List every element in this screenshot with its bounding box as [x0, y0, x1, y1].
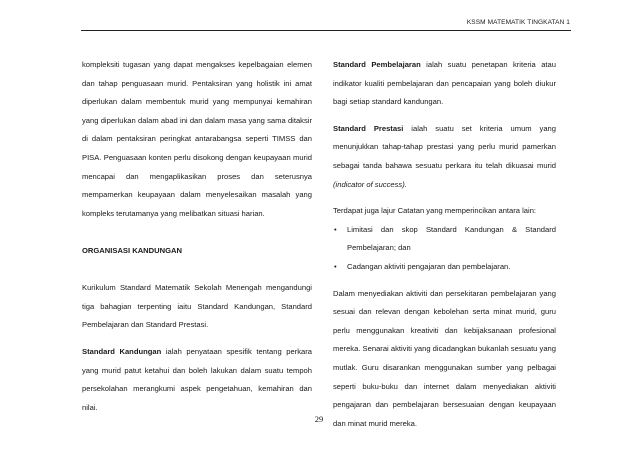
right-paragraph-4: Dalam menyediakan aktiviti dan persekitaran pembelajaran yang sesuai dan relevan dengan kebolehan serta minat murid, guru perlu menggunakan kreativiti dan kebijaksanaan profesional mereka. Senarai aktiviti yang dicadangkan bukanlah sesuatu yang mutlak. Guru disarankan menggunakan sumber yang pelbagai seperti buku-buku dan internet dalam menyediakan aktiviti pengajaran dan pembelajaran bersesuaian dengan keupayaan dan minat murid mereka. — [333, 288, 556, 428]
notes-bullet-list — [333, 221, 556, 277]
section-heading: ORGANISASI KANDUNGAN — [82, 245, 182, 255]
right-paragraph-2-text: ialah suatu set kriteria umum yang menunjukkan tahap-tahap prestasi yang perlu murid pamerkan sebagai tanda bahawa sesuatu perkara itu telah dikuasai murid — [333, 123, 556, 170]
bullet-item: • Limitasi dan skop Standard Kandungan & Standard Pembelajaran; dan — [333, 221, 556, 258]
bullet-item: • Cadangan aktiviti pengajaran dan pembelajaran. — [333, 258, 556, 277]
term-standard-pembelajaran: Standard Pembelajaran — [333, 60, 421, 69]
term-standard-kandungan: Standard Kandungan — [82, 346, 162, 356]
left-paragraph-1: kompleksiti tugasan yang dapat mengakses kepelbagaian elemen dan tahap penguasaan murid. Pentaksiran yang holistik ini amat diperlukan dalam membentuk murid yang mempunyai kemahiran yang diperlukan dalam abad ini dan dalam masa yang sama ditaksir di dalam pentaksiran peringkat antarabangsa seperti TIMSS dan PISA. Penguasaan konten perlu disokong dengan keupayaan murid mencapai dan mengaplikasikan proses dan seterusnya mempamerkan keupayaan dalam menyelesaikan masalah yang kompleks terutamanya yang melibatkan situasi harian. — [82, 60, 312, 218]
right-paragraph-1-text: ialah suatu penetapan kriteria atau indikator kualiti pembelajaran dan pencapaian yang boleh diukur bagi setiap standard kandungan. — [333, 60, 556, 107]
term-standard-prestasi: Standard Prestasi — [333, 123, 404, 133]
header-divider — [81, 30, 571, 31]
right-paragraph-1 — [333, 56, 556, 112]
left-paragraph-2: Kurikulum Standard Matematik Sekolah Menengah mengandungi tiga bahagian terpenting iaitu Standard Kandungan, Standard Pembelajaran dan Standard Prestasi. — [82, 283, 312, 330]
left-column — [82, 56, 312, 417]
right-paragraph-2 — [333, 120, 556, 194]
right-paragraph-2-italic: (indicator of success). — [333, 179, 407, 189]
left-paragraph-3 — [82, 343, 312, 417]
page-number: 29 — [314, 414, 324, 424]
left-paragraph-3-text: ialah penyataan spesifik tentang perkara yang murid patut ketahui dan boleh lakukan dalam suatu tempoh persekolahan merangkumi aspek pengetahuan, kemahiran dan nilai. — [82, 346, 312, 412]
right-paragraph-3: Terdapat juga lajur Catatan yang memperincikan antara lain: — [333, 206, 537, 216]
right-column — [333, 56, 556, 433]
header-title: KSSM MATEMATIK TINGKATAN 1 — [466, 19, 570, 26]
